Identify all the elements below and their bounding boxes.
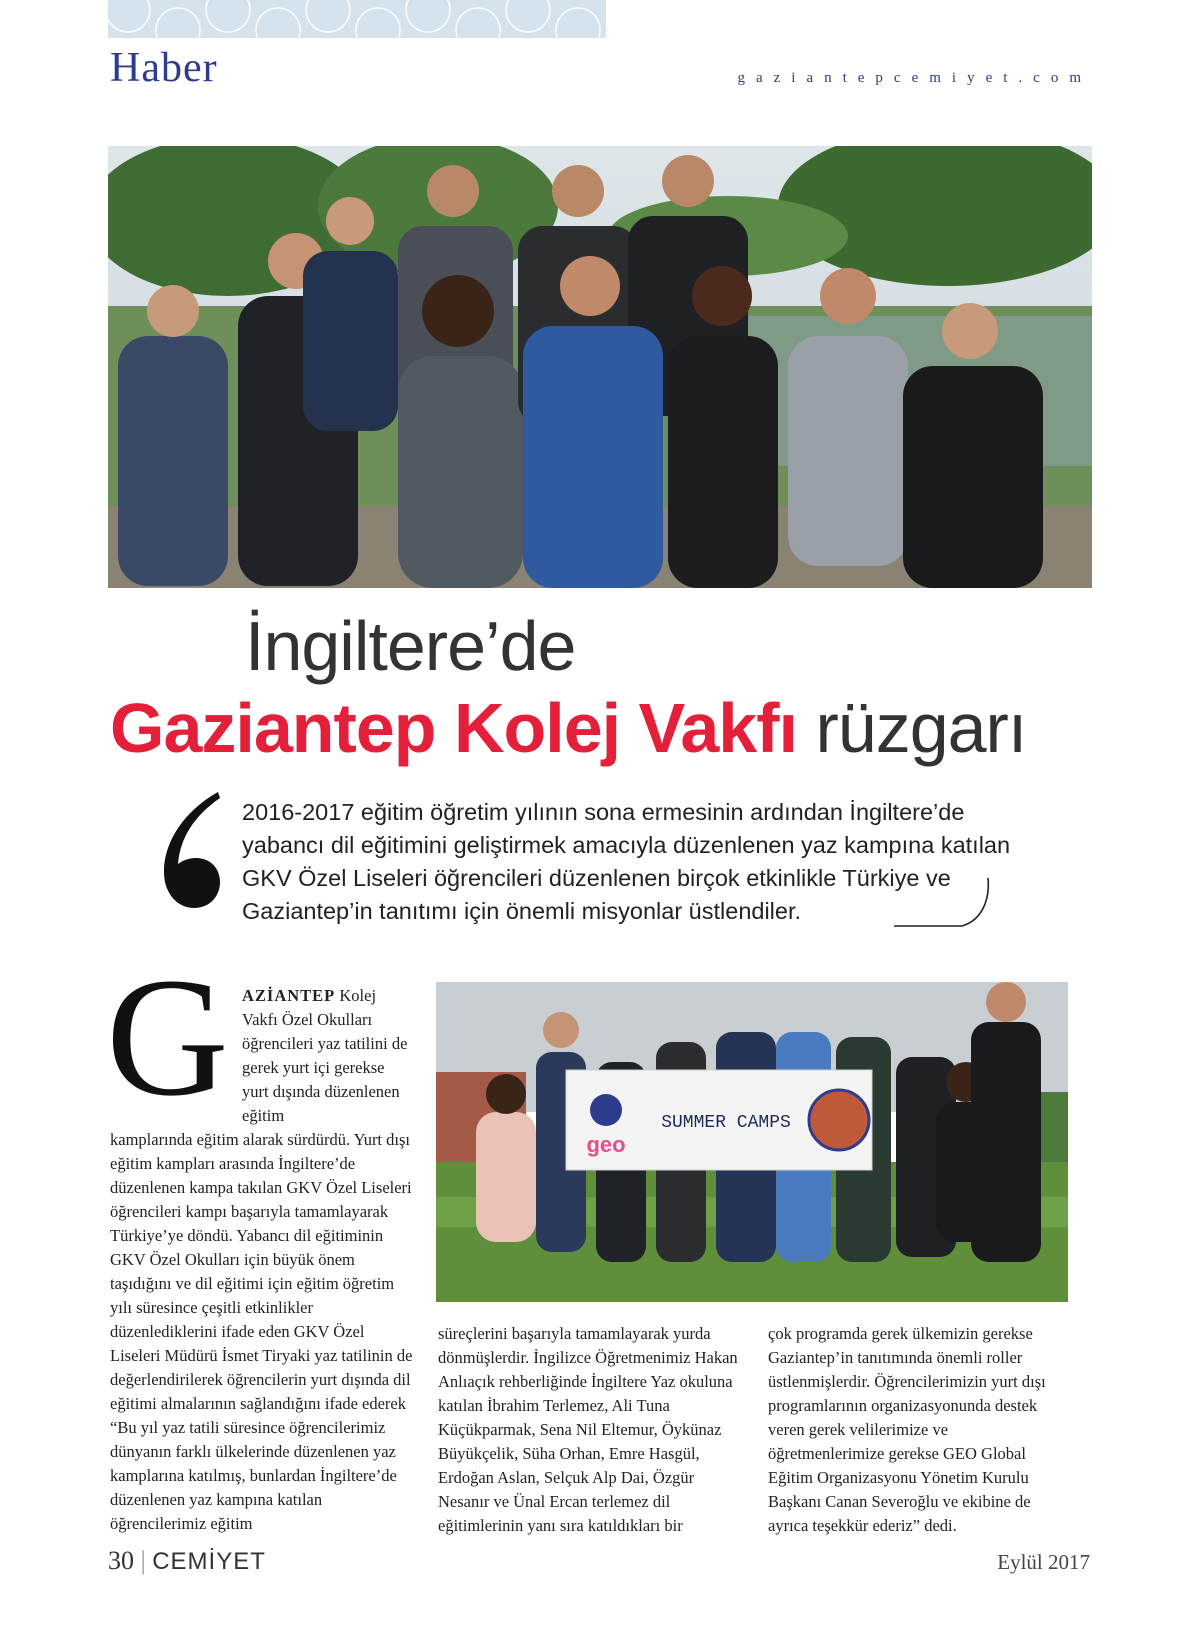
page-folio: 30 | CEMİYET — [108, 1546, 266, 1575]
section-label: Haber — [110, 45, 218, 91]
body-column-1: kamplarında eğitim alarak sürdürdü. Yurt dışı eğitim kampları arasında İngiltere’de düzenlenen kampa takılan GKV Özel Liseleri öğrencileri kampı başarıyla tamamlayarak Türkiye’ye döndü. Yabancı dil eğitiminin GKV Özel Okulları için büyük önem taşıdığını ve dil eğitimi için eğitim öğretim yılı süresince çeşitli etkinlikler düzenlediklerini ifade eden GKV Özel Liseleri Müdürü İsmet Tiryaki yaz tatilinin de değerlendirilerek öğrencilerin yurt dışında dil eğitimi almalarının sağlandığını ifade ederek “Bu yıl yaz tatili süresince öğrencilerimiz dünyanın farklı ülkelerinde düzenlenen yaz kamplarına katılmış, bunlardan İngiltere’de düzenlenen yaz kampına katılan öğrencilerimiz eğitim — [110, 1130, 413, 1533]
title-suffix: rüzgarı — [815, 689, 1027, 767]
quote-mark-icon — [158, 790, 224, 910]
title-line-1: İngiltere’de — [245, 607, 576, 685]
banner-logo-text: geo — [586, 1132, 626, 1157]
body-column-3: çok programda gerek ülkemizin gerekse Gaziantep’in tanıtımında önemli roller üstlenmişlerdir. Öğrencilerimizin yurt dışı programlarının organizasyonunda destek veren gerek velilerimize ve öğretmenlerimize gerekse GEO Global Eğitim Organizasyonu Yönetim Kurulu Başkanı Canan Severoğlu ve ekibine de ayrıca teşekkür ederiz” dedi. — [768, 1324, 1046, 1535]
pattern-graphic — [108, 0, 606, 38]
publication-name: CEMİYET — [152, 1548, 266, 1575]
lead-end-flourish — [892, 876, 992, 930]
body-column-1-top — [242, 984, 414, 1128]
title-line-2 — [110, 688, 1026, 768]
opening-word: AZİANTEP — [242, 986, 336, 1005]
summer-camp-photo — [436, 982, 1068, 1302]
banner-text: SUMMER CAMPS — [661, 1113, 791, 1133]
body-column-1-top-text: Kolej Vakfı Özel Okulları öğrencileri yaz tatilini de gerek yurt içi gerekse yurt dışında düzenlenen eğitim — [242, 986, 408, 1125]
main-group-photo — [108, 146, 1092, 588]
lead-paragraph: 2016-2017 eğitim öğretim yılının sona ermesinin ardından İngiltere’de yabancı dil eğitimini geliştirmek amacıyla düzenlenen yaz kampına katılan GKV Özel Liseleri öğrencileri düzenlenen birçok etkinlikle Türkiye ve Gaziantep’in tanıtımı için önemli misyonlar üstlendiler. — [242, 799, 1011, 924]
title-highlight: Gaziantep Kolej Vakfı — [110, 689, 797, 767]
page-number: 30 — [108, 1546, 134, 1575]
header-pattern — [108, 0, 606, 38]
issue-date: Eylül 2017 — [997, 1550, 1090, 1574]
site-url: gaziantepcemiyet.com — [737, 70, 1092, 86]
body-column-2: süreçlerini başarıyla tamamlayarak yurda dönmüşlerdir. İngilizce Öğretmenimiz Hakan Anlıaçık rehberliğinde İngiltere Yaz okuluna katılan İbrahim Terlemez, Ali Tuna Küçükparmak, Sena Nil Eltemur, Öykünaz Büyükçelik, Süha Orhan, Emre Hasgül, Erdoğan Aslan, Selçuk Alp Dai, Özgür Nesanır ve Ünal Ercan terlemez dil eğitimlerinin yanı sıra katıldıkları bir — [438, 1324, 738, 1535]
drop-cap: G — [106, 943, 229, 1131]
